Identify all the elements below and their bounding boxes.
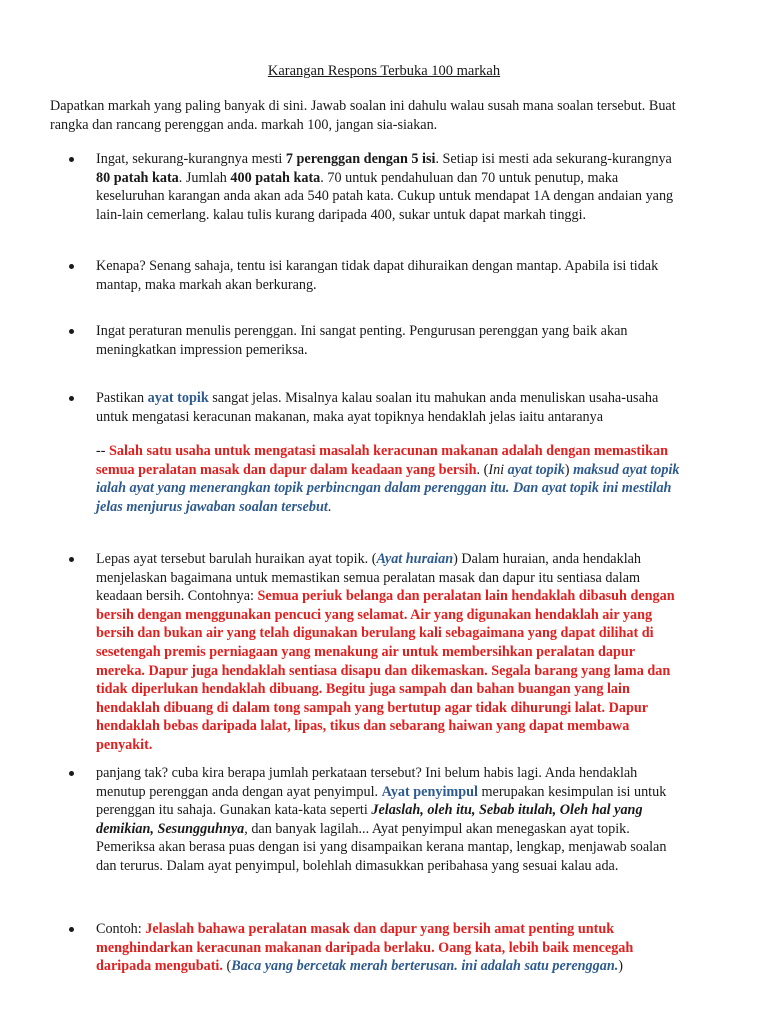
bullet-4: Pastikan ayat topik sangat jelas. Misalnya kalau soalan itu mahukan anda menuliskan usaha-usaha untuk mengatasi keracunan makanan, maka ayat topiknya hendaklah jelas iaitu antaranya (96, 389, 686, 426)
bullet-dot-icon (69, 157, 74, 162)
bullet-dot-icon (69, 557, 74, 562)
bullet-3: Ingat peraturan menulis perenggan. Ini sangat penting. Pengurusan perenggan yang baik akan meningkatkan impression pemeriksa. (96, 322, 686, 359)
topic-sentence-example: -- Salah satu usaha untuk mengatasi masalah keracunan makanan adalah dengan memastikan semua peralatan masak dan dapur dalam keadaan yang bersih. (Ini ayat topik) maksud ayat topik ialah ayat yang menerangkan topik perbincngan dalam perenggan itu. Dan ayat topik ini mestilah jelas menjurus jawaban soalan tersebut. (96, 443, 680, 515)
bullet-dot-icon (69, 927, 74, 932)
term-ayat-topik: ayat topik (147, 390, 209, 406)
bullet-dot-icon (69, 264, 74, 269)
bullet-1: Ingat, sekurang-kurangnya mesti 7 perenggan dengan 5 isi. Setiap isi mesti ada sekurang-kurangnya 80 patah kata. Jumlah 400 patah kata. 70 untuk pendahuluan dan 70 untuk penutup, maka keseluruhan karangan anda akan ada 540 patah kata. Cukup untuk mendapat 1A dengan andaian yang lain-lain cemerlang. kalau tulis kurang daripada 400, sukar untuk dapat markah tinggi. (96, 150, 686, 224)
bullet-dot-icon (69, 771, 74, 776)
bullet-6: panjang tak? cuba kira berapa jumlah perkataan tersebut? Ini belum habis lagi. Anda hendaklah menutup perenggan anda dengan ayat penyimpul. Ayat penyimpul merupakan kesimpulan isi untuk perenggan itu sahaja. Gunakan kata-kata seperti Jelaslah, oleh itu, Sebab itulah, Oleh hal yang demikian, Sesungguhnya, dan banyak lagilah... Ayat penyimpul akan menegaskan ayat topik. Pemeriksa akan berasa puas dengan isi yang disampaikan kerana mantap, lengkap, menjawab soalan dan terurus. Dalam ayat penyimpul, bolehlah dimasukkan peribahasa yang sesuai kalau ada. (96, 764, 686, 876)
intro-paragraph: Dapatkan markah yang paling banyak di sini. Jawab soalan ini dahulu walau susah mana soalan tersebut. Buat rangka dan rancang perenggan anda. markah 100, jangan sia-siakan. (50, 98, 676, 133)
bullet-7: Contoh: Jelaslah bahawa peralatan masak dan dapur yang bersih amat penting untuk menghindarkan keracunan makanan daripada berlaku. Oang kata, lebih baik mencegah daripada mengubati. (Baca yang bercetak merah berterusan. ini adalah satu perenggan.) (96, 920, 686, 976)
bullet-2: Kenapa? Senang sahaja, tentu isi karangan tidak dapat dihuraikan dengan mantap. Apabila isi tidak mantap, maka markah akan berkurang. (96, 257, 686, 294)
bullet-dot-icon (69, 396, 74, 401)
term-ayat-penyimpul: Ayat penyimpul (381, 783, 478, 800)
bullet-5: Lepas ayat tersebut barulah huraikan ayat topik. (Ayat huraian) Dalam huraian, anda hendaklah menjelaskan bagaimana untuk memastikan semua peralatan masak dan dapur itu sentiasa dalam keadaan bersih. Contohnya: Semua periuk belanga dan peralatan lain hendaklah dibasuh dengan bersih dengan menggunakan pencuci yang selamat. Air yang digunakan hendaklah air yang bersih dan bukan air yang telah digunakan berulang kali sebagaimana yang dapat dilihat di sesetengah premis perniagaan yang menakung air untuk membersihkan peralatan dapur mereka. Dapur juga hendaklah sentiasa disapu dan dikemaskan. Segala barang yang lama dan tidak diperlukan hendaklah dibuang. Begitu juga sampah dan bahan buangan yang lain hendaklah dibuang di dalam tong sampah yang bertutup agar tidak dihurungi lalat. Dapur hendaklah bebas daripada lalat, lipas, tikus dan sebarang haiwan yang dapat membawa penyakit. (96, 550, 686, 755)
bullet-dot-icon (69, 329, 74, 334)
page-title: Karangan Respons Terbuka 100 markah (267, 63, 501, 79)
